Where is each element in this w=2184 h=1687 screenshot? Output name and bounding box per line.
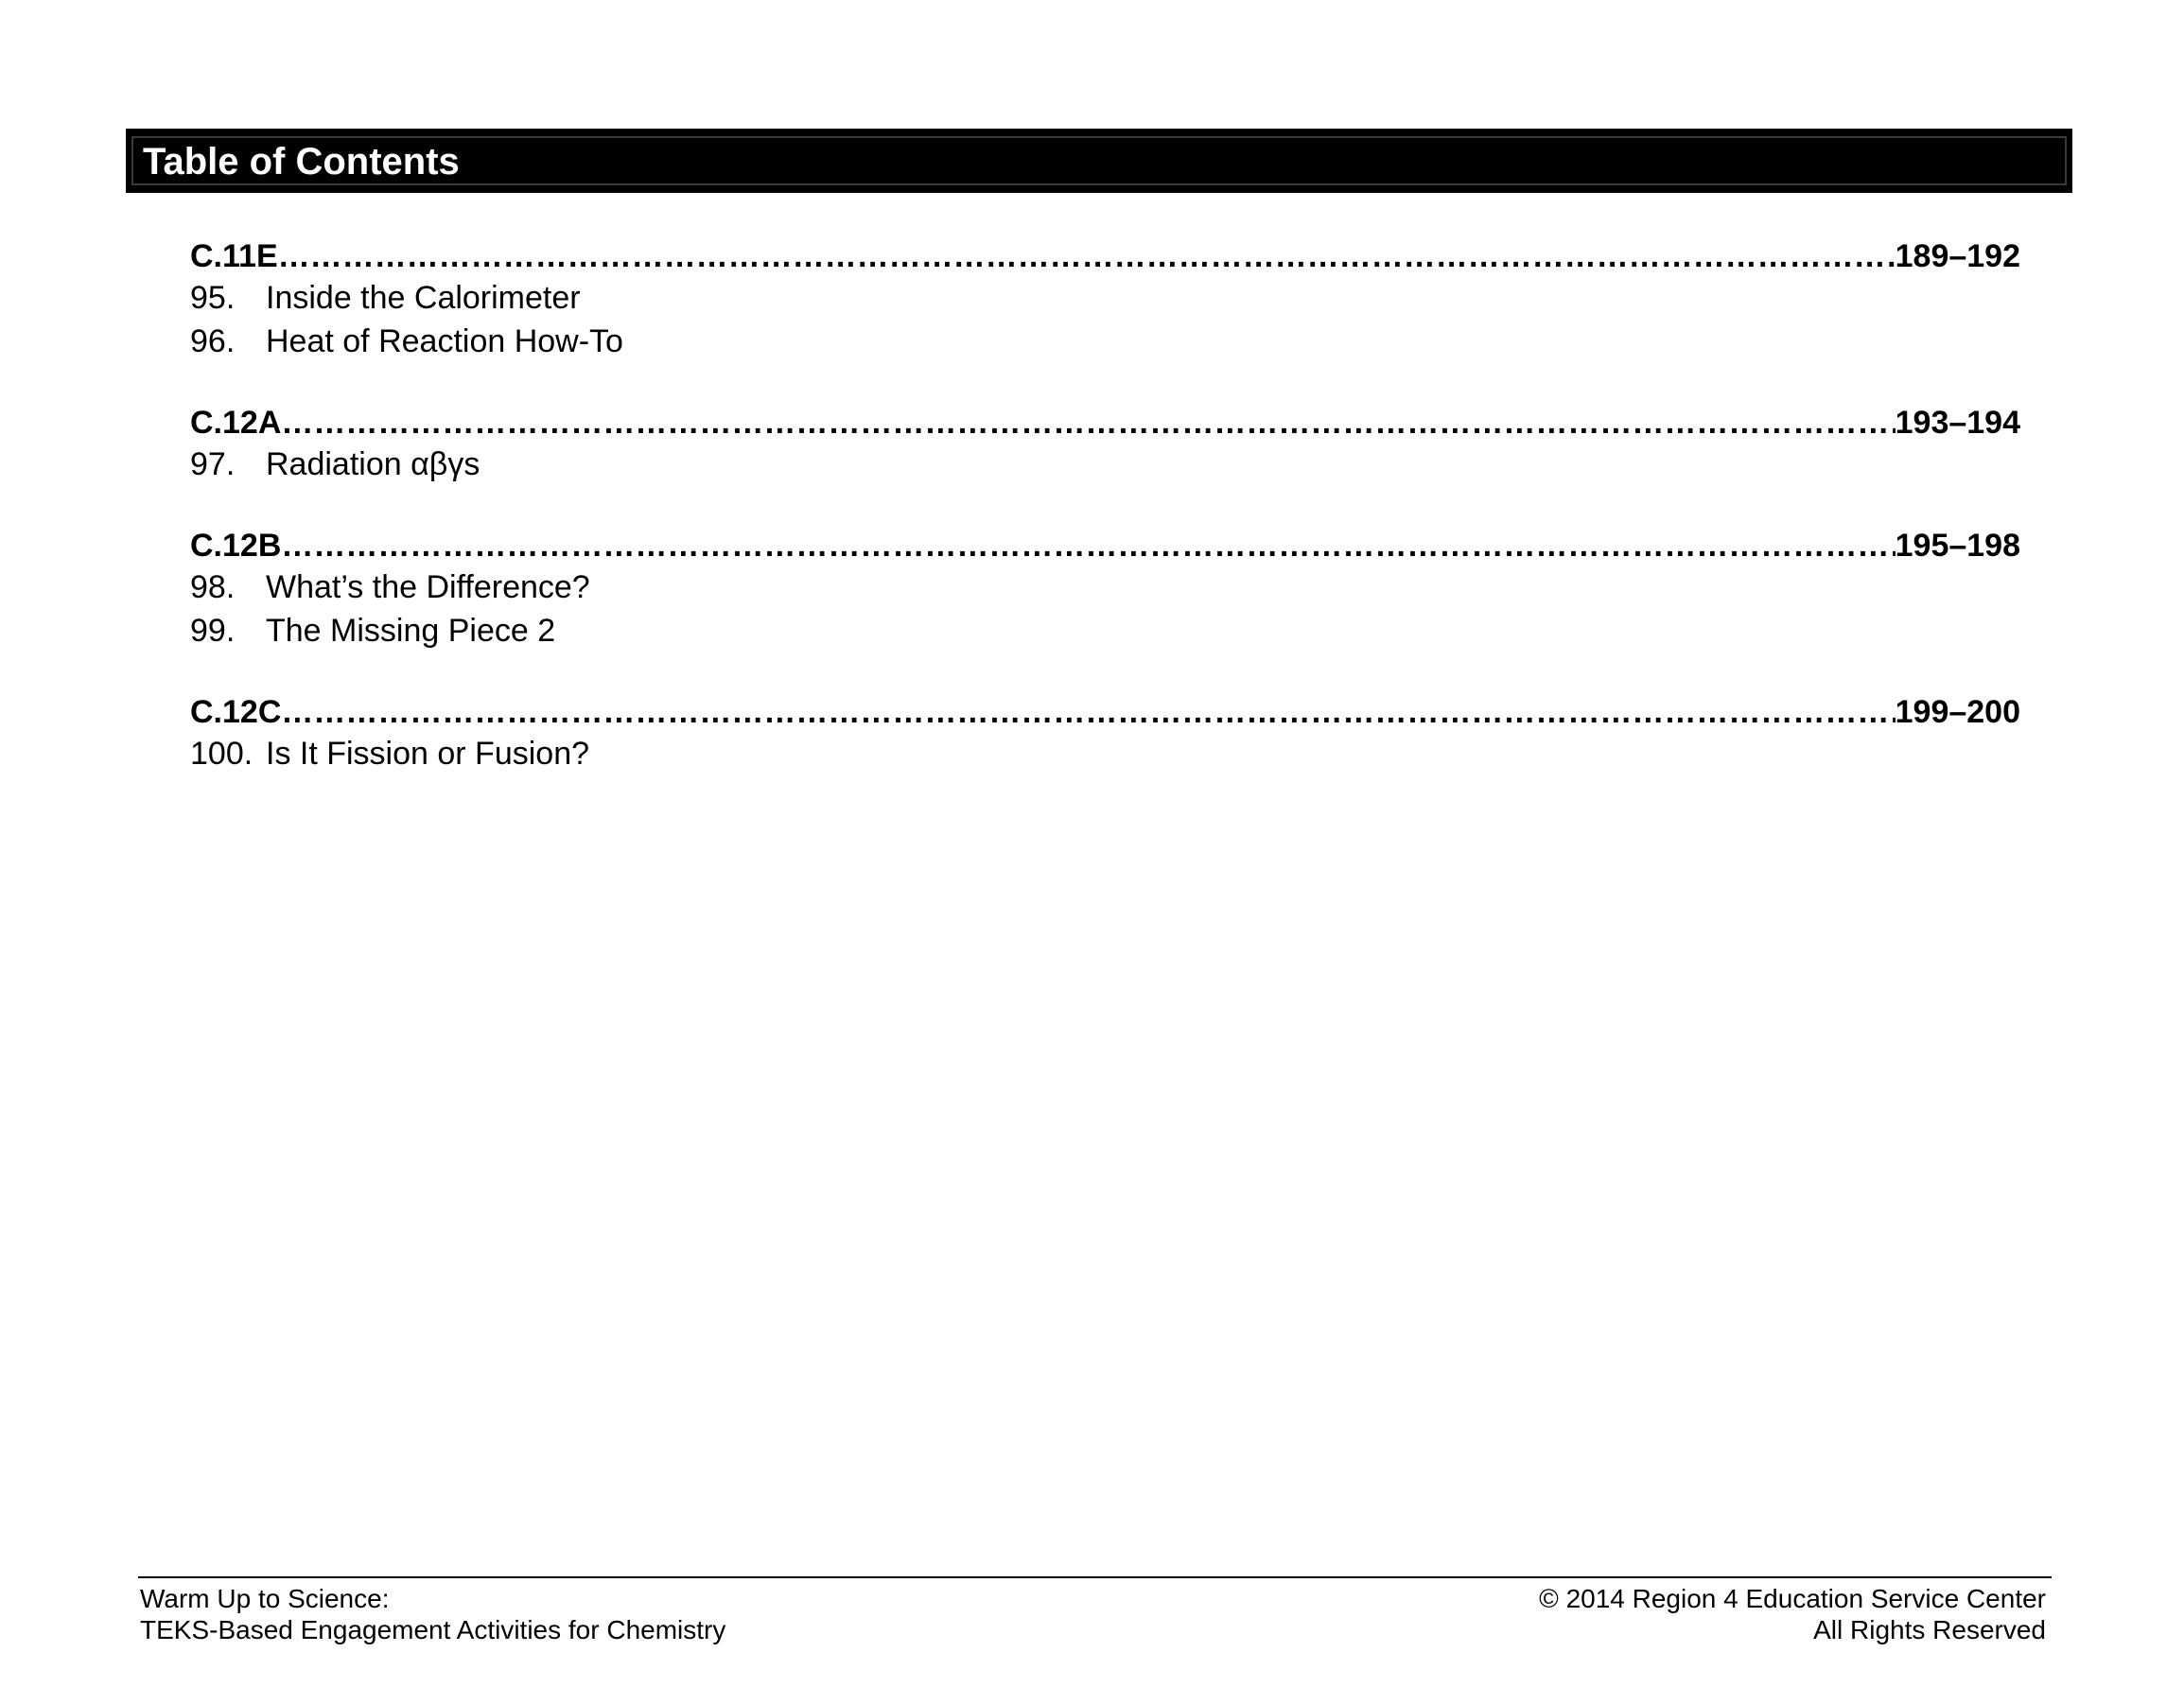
section-heading[interactable] (190, 526, 2020, 565)
item-number: 98. (190, 569, 236, 605)
dot-leader (281, 692, 1895, 732)
item-title: Inside the Calorimeter (266, 280, 581, 316)
dot-leader (278, 236, 1896, 276)
toc-section (190, 236, 2020, 363)
item-title: Radiation αβγs (266, 446, 480, 482)
toc-item[interactable] (190, 732, 2020, 775)
toc-item[interactable] (190, 443, 2020, 486)
item-title: The Missing Piece 2 (266, 613, 556, 649)
section-pages: 199–200 (1895, 694, 2020, 730)
footer-right (1539, 1583, 2046, 1645)
dot-leader (281, 526, 1895, 565)
toc-list (190, 236, 2020, 815)
toc-item[interactable] (190, 565, 2020, 609)
toc-item[interactable] (190, 609, 2020, 652)
toc-section (190, 692, 2020, 775)
item-title: Heat of Reaction How-To (266, 323, 623, 359)
dot-leader (281, 403, 1895, 443)
section-heading[interactable] (190, 236, 2020, 276)
toc-item[interactable] (190, 276, 2020, 320)
footer-rights: All Rights Reserved (1813, 1615, 2046, 1644)
section-code: C.12C (190, 694, 282, 730)
toc-header-bar (126, 129, 2072, 193)
section-code: C.12B (190, 528, 282, 564)
item-title: What’s the Difference? (266, 569, 590, 605)
item-title: Is It Fission or Fusion? (266, 736, 590, 772)
section-pages: 189–192 (1895, 238, 2020, 274)
toc-item[interactable] (190, 320, 2020, 363)
section-code: C.12A (190, 405, 282, 441)
footer-book-title: Warm Up to Science: (140, 1584, 390, 1613)
section-pages: 195–198 (1895, 528, 2020, 564)
footer-left (140, 1583, 725, 1645)
toc-section (190, 526, 2020, 652)
footer-copyright: © 2014 Region 4 Education Service Center (1539, 1584, 2046, 1613)
toc-section (190, 403, 2020, 486)
item-number: 100. (190, 736, 253, 772)
footer-divider (138, 1576, 2052, 1578)
section-pages: 193–194 (1895, 405, 2020, 441)
item-number: 99. (190, 613, 236, 649)
page-title: Table of Contents (143, 141, 460, 183)
section-heading[interactable] (190, 403, 2020, 443)
footer-book-subtitle: TEKS-Based Engagement Activities for Chemistry (140, 1615, 726, 1644)
item-number: 97. (190, 446, 236, 482)
item-number: 96. (190, 323, 236, 359)
section-code: C.11E (190, 238, 278, 274)
section-heading[interactable] (190, 692, 2020, 732)
item-number: 95. (190, 280, 236, 316)
